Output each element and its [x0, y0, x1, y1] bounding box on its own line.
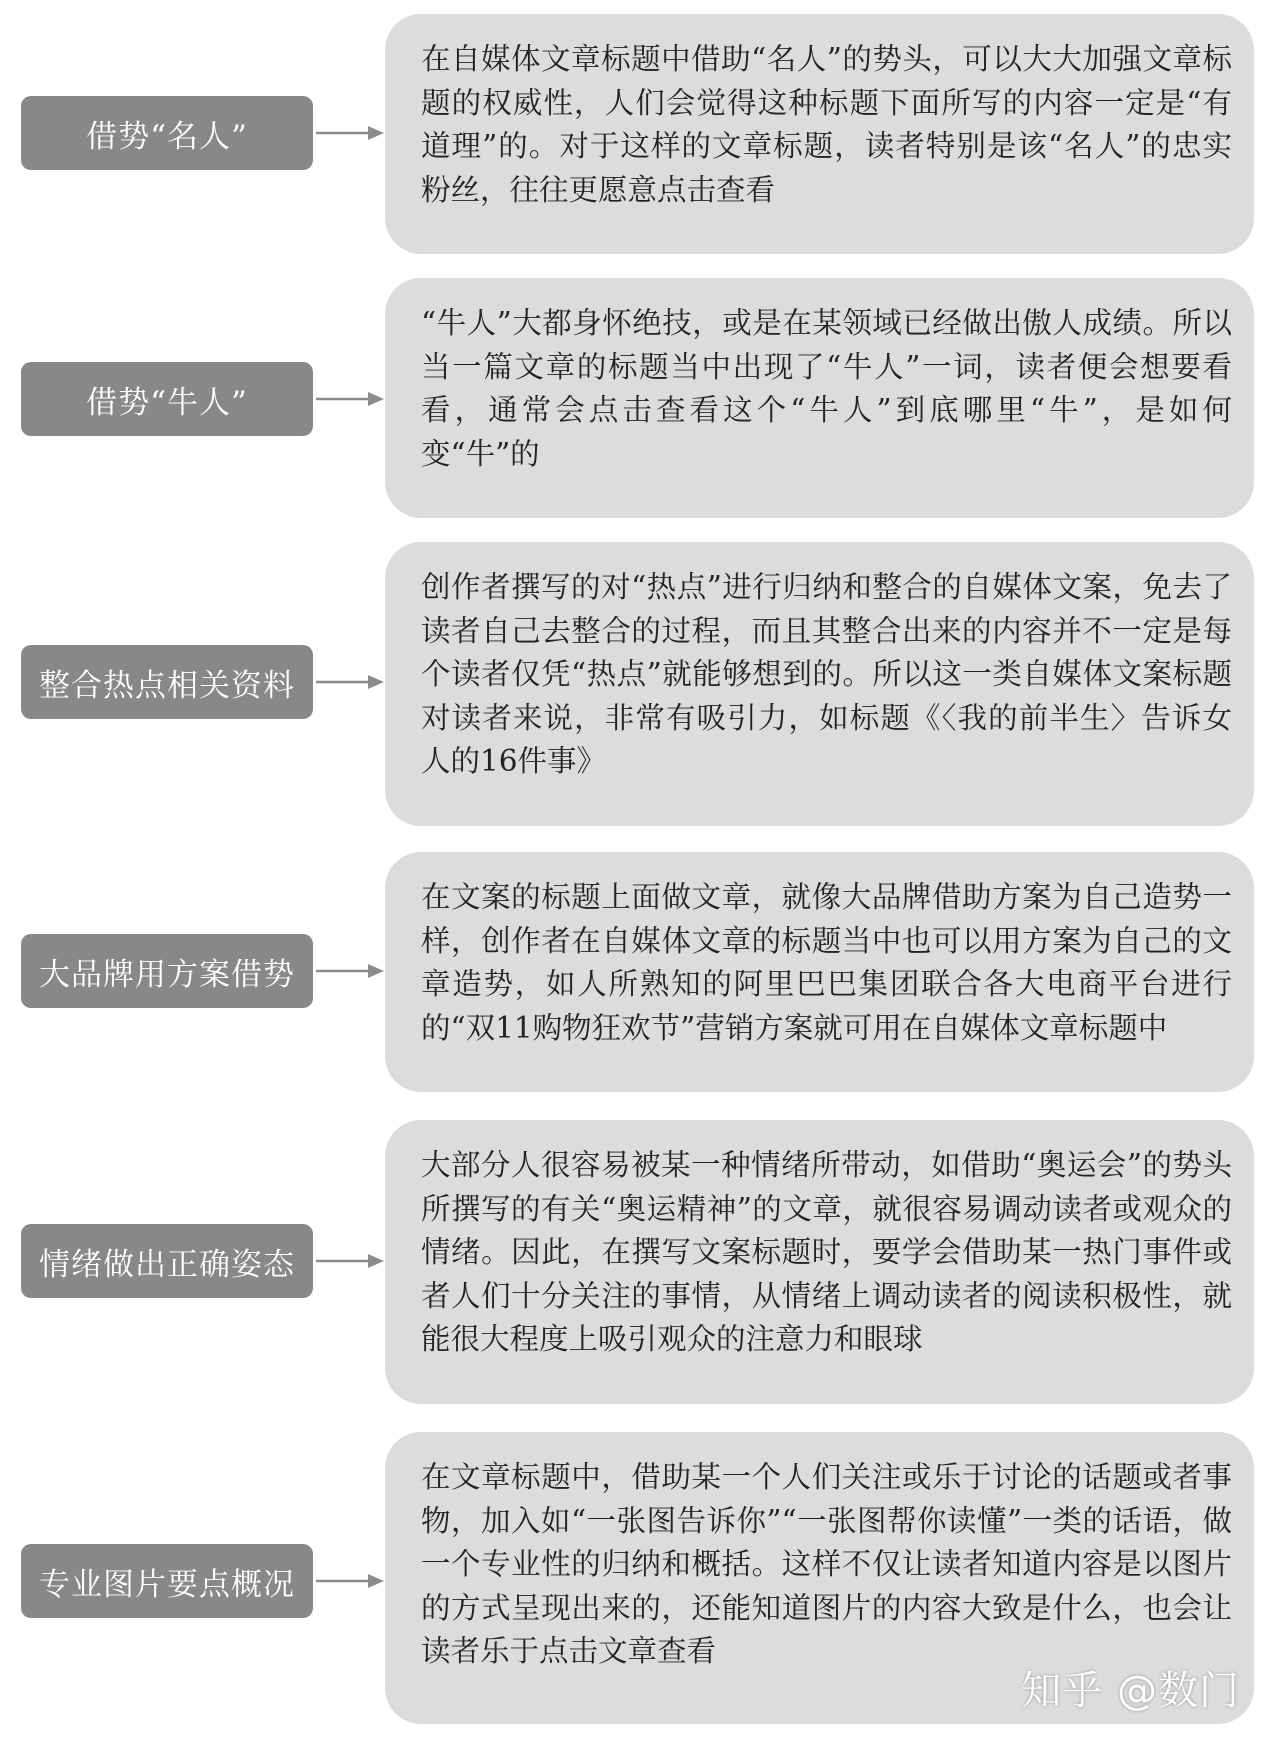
arrow-right-icon	[316, 672, 386, 692]
row-description: “牛人”大都身怀绝技，或是在某领域已经做出傲人成绩。所以当一篇文章的标题当中出现了“牛人”一词，读者便会想要看看，通常会点击查看这个“牛人”到底哪里“牛”，是如何变“牛”的	[421, 306, 1232, 471]
row-description: 大部分人很容易被某一种情绪所带动，如借助“奥运会”的势头所撰写的有关“奥运精神”的文章，就很容易调动读者或观众的情绪。因此，在撰写文案标题时，要学会借助某一热门事件或者人们十分关注的事情，从情绪上调动读者的阅读积极性，就能很大程度上吸引观众的注意力和眼球	[421, 1148, 1232, 1356]
row-label: 借势“牛人”	[21, 362, 313, 436]
row-description-box	[385, 14, 1254, 254]
row-label: 情绪做出正确姿态	[21, 1224, 313, 1298]
arrow-right-icon	[316, 389, 386, 409]
row-description-box	[385, 852, 1254, 1092]
row-description-box	[385, 542, 1254, 826]
row-description-box	[385, 1120, 1254, 1404]
row-label: 借势“名人”	[21, 96, 313, 170]
row-label: 专业图片要点概况	[21, 1544, 313, 1618]
row-description-box	[385, 278, 1254, 518]
row-description: 在文章标题中，借助某一个人们关注或乐于讨论的话题或者事物，加入如“一张图告诉你”“一张图帮你读懂”一类的话语，做一个专业性的归纳和概括。这样不仅让读者知道内容是以图片的方式呈现出来的，还能知道图片的内容大致是什么，也会让读者乐于点击文章查看	[421, 1460, 1232, 1668]
row-description: 创作者撰写的对“热点”进行归纳和整合的自媒体文案，免去了读者自己去整合的过程，而且其整合出来的内容并不一定是每个读者仅凭“热点”就能够想到的。所以这一类自媒体文案标题对读者来说，非常有吸引力，如标题《〈我的前半生〉告诉女人的16件事》	[421, 570, 1232, 778]
arrow-right-icon	[316, 961, 386, 981]
arrow-right-icon	[316, 123, 386, 143]
row-description: 在自媒体文章标题中借助“名人”的势头，可以大大加强文章标题的权威性，人们会觉得这种标题下面所写的内容一定是“有道理”的。对于这样的文章标题，读者特别是该“名人”的忠实粉丝，往往更愿意点击查看	[421, 42, 1232, 207]
row-description: 在文案的标题上面做文章，就像大品牌借助方案为自己造势一样，创作者在自媒体文章的标题当中也可以用方案为自己的文章造势，如人所熟知的阿里巴巴集团联合各大电商平台进行的“双11购物狂欢节”营销方案就可用在自媒体文章标题中	[421, 880, 1232, 1045]
row-label: 整合热点相关资料	[21, 645, 313, 719]
arrow-right-icon	[316, 1251, 386, 1271]
watermark: 知乎 @数门	[1021, 1668, 1240, 1714]
row-label: 大品牌用方案借势	[21, 934, 313, 1008]
arrow-right-icon	[316, 1571, 386, 1591]
